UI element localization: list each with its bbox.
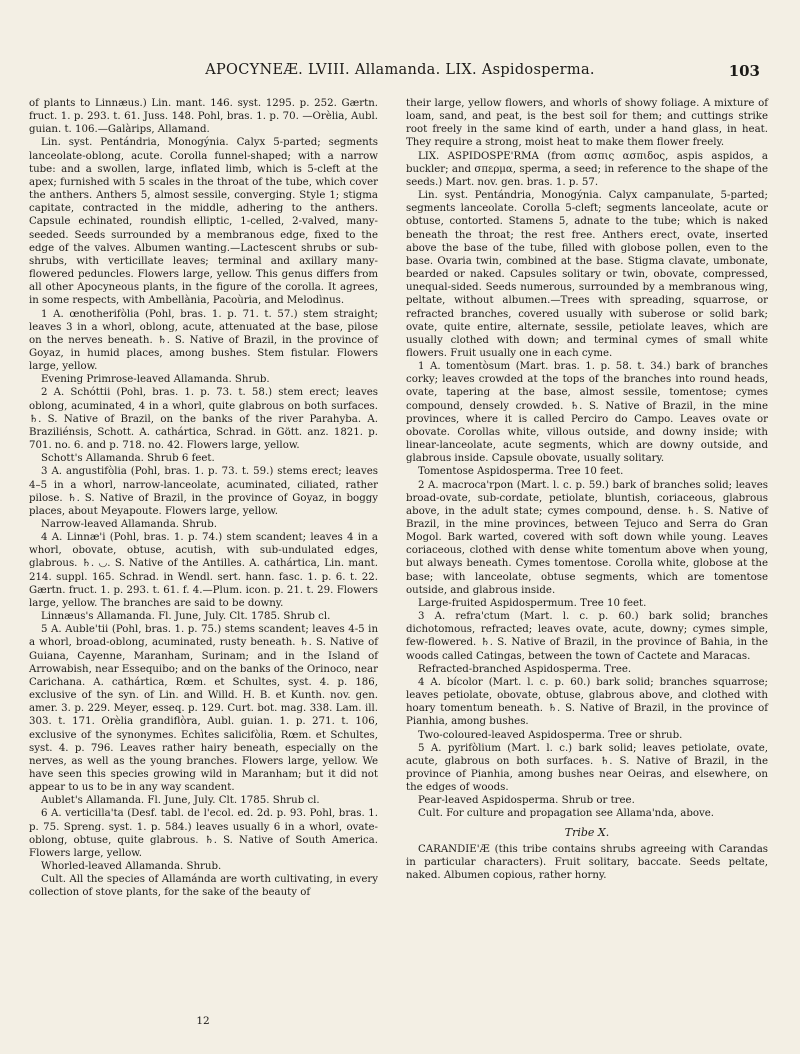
running-head: APOCYNEÆ. LVIII. Allamanda. LIX. Aspidosperma.	[205, 62, 595, 78]
species-entry: 2 A. macroca'rpon (Mart. l. c. p. 59.) bark of branches solid; leaves broad-ovate, sub-cordate, petiolate, bluntish, coriaceous, glabrous above, in the adult state; cymes compound, dense. ♄. S. Native of Brazil, in the mine provinces, between Tejuco and Serra do Gran Mogol. Bark warted, covered with soft down while young. Leaves coriaceous, clothed with dense white tomentum above when young, but always beneath. Cymes tomentose. Corolla white, globose at the base; with lanceolate, obtuse segments, which are tomentose outside, and glabrous inside.	[406, 479, 768, 596]
species-common-name: Refracted-branched Aspidosperma. Tree.	[418, 663, 632, 675]
paragraph-genus-references: of plants to Linnæus.) Lin. mant. 146. syst. 1295. p. 252. Gærtn. fruct. 1. p. 293. t. 61. Juss. 148. Pohl, bras. 1. p. 70. —Orèlia, Aubl. guian. t. 106.—Galàrips, Allamand.	[29, 98, 378, 136]
right-column	[406, 97, 768, 882]
paragraph-genus-description: Lin. syst. Pentándria, Monogýnia. Calyx campanulate, 5-parted; segments lanceolate. Corolla 5-cleft; segments lanceolate, acute or obtuse, contorted. Stamens 5, adnate to the tube; which is naked beneath the throat; the rest free. Anthers erect, ovate, inserted above the base of the tube, filled with globose pollen, even to the base. Ovaria twin, combined at the base. Stigma clavate, umbonate, bearded or naked. Capsules solitary or twin, obovate, compressed, unequal-sided. Seeds numerous, surrounded by a membranous wing, peltate, without albumen.—Trees with spreading, squarrose, or refracted branches, covered usually with suberose or solid bark; ovate, quite entire, alternate, sessile, petiolate leaves, which are usually clothed with down; and terminal cymes of small white flowers. Fruit usually one in each cyme.	[406, 190, 768, 359]
tribe-description: CARANDIE'Æ (this tribe contains shrubs agreeing with Carandas in particular characters). Fruit solitary, baccate. Seeds peltate, naked. Albumen copious, rather horny.	[406, 843, 768, 882]
species-entry: 4 A. bícolor (Mart. l. c. p. 60.) bark solid; branches squarrose; leaves petiolate, obovate, obtuse, glabrous above, and clothed with hoary tomentum beneath. ♄. S. Native of Brazil, in the province of Pianhia, among bushes.	[406, 676, 768, 728]
paragraph-genus-description: Lin. syst. Pentándria, Monogýnia. Calyx 5-parted; segments lanceolate-oblong, acute. Corolla funnel-shaped; with a narrow tube: and a swollen, large, inflated limb, which is 5-cleft at the apex; furnished with 5 scales in the throat of the tube, which cover the anthers. Anthers 5, almost sessile, converging. Style 1; stigma capitate, contracted in the middle, adhering to the anthers. Capsule echinated, roundish elliptic, 1-celled, 2-valved, many-seeded. Seeds surrounded by a membranous edge, fixed to the edge of the valves. Albumen wanting.—Lactescent shrubs or sub-shrubs, with verticillate leaves; terminal and axillary many-flowered peduncles. Flowers large, yellow. This genus differs from all other Apocyneous plants, in the figure of the corolla. It agrees, in some respects, with Ambellània, Pacoùria, and Melodìnus.	[29, 137, 378, 307]
cultivation-note: Cult. For culture and propagation see Allama'nda, above.	[418, 808, 715, 820]
species-common-name: Evening Primrose-leaved Allamanda. Shrub.	[41, 374, 270, 386]
species-common-name: Pear-leaved Aspidosperma. Shrub or tree.	[418, 795, 635, 807]
cultivation-note: Cult. All the species of Allamánda are worth cultivating, in every collection of stove plants, for the sake of the beauty of	[29, 874, 378, 899]
species-common-name: Tomentose Aspidosperma. Tree 10 feet.	[418, 466, 624, 478]
signature-mark: 12	[196, 1015, 210, 1027]
left-column	[29, 97, 378, 900]
species-common-name: Aublet's Allamanda. Fl. June, July. Clt. 1785. Shrub cl.	[41, 795, 320, 807]
species-common-name: Large-fruited Aspidospermum. Tree 10 feet.	[418, 597, 647, 609]
species-entry: 1 A. œnotherifòlia (Pohl, bras. 1. p. 71. t. 57.) stem straight; leaves 3 in a whorl, oblong, acute, attenuated at the base, pilose on the nerves beneath. ♄. S. Native of Brazil, in the province of Goyaz, in humid places, among bushes. Stem fistular. Flowers large, yellow.	[29, 308, 378, 373]
species-entry: 2 A. Schóttii (Pohl, bras. 1. p. 73. t. 58.) stem erect; leaves oblong, acuminated, 4 in a whorl, quite glabrous on both surfaces. ♄. S. Native of Brazil, on the banks of the river Parahyba. A. Braziliénsis, Schott. A. cathártica, Schrad. in Gött. anz. 1821. p. 701. no. 6. and p. 718. no. 42. Flowers large, yellow.	[29, 387, 378, 452]
species-entry: 6 A. verticilla'ta (Desf. tabl. de l'ecol. ed. 2d. p. 93. Pohl, bras. 1. p. 75. Spreng. syst. 1. p. 584.) leaves usually 6 in a whorl, ovate-oblong, obtuse, quite glabrous. ♄. S. Native of South America. Flowers large, yellow.	[29, 808, 378, 859]
genus-heading: LIX. ASPIDOSPE'RMA (from ασπις ασπιδος, aspis aspidos, a buckler; and σπερμα, sperma, a seed; in reference to the shape of the seeds.) Mart. nov. gen. bras. 1. p. 57.	[406, 150, 768, 188]
species-common-name: Linnæus's Allamanda. Fl. June, July. Clt. 1785. Shrub cl.	[41, 611, 331, 623]
species-common-name: Two-coloured-leaved Aspidosperma. Tree or shrub.	[418, 729, 683, 741]
species-entry: 3 A. refra'ctum (Mart. l. c. p. 60.) bark solid; branches dichotomous, refracted; leaves ovate, acute, downy; cymes simple, few-flowered. ♄. S. Native of Brazil, in the province of Bahia, in the woods called Catingas, between the town of Cactete and Maracas.	[406, 611, 768, 662]
cultivation-note-continued: their large, yellow flowers, and whorls of showy foliage. A mixture of loam, sand, and peat, is the best soil for them; and cuttings strike root freely in the same kind of earth, under a hand glass, in heat. They require a strong, moist heat to make them flower freely.	[406, 98, 768, 149]
page-number: 103	[728, 62, 760, 80]
species-entry: 4 A. Linnæ'i (Pohl, bras. 1. p. 74.) stem scandent; leaves 4 in a whorl, obovate, obtuse, acutish, with sub-undulated edges, glabrous. ♄. ◡. S. Native of the Antilles. A. cathártica, Lin. mant. 214. suppl. 165. Schrad. in Wendl. sert. hann. fasc. 1. p. 6. t. 22. Gærtn. fruct. 1. p. 293. t. 61. f. 4.—Plum. icon. p. 21. t. 29. Flowers large, yellow. The branches are said to be downy.	[29, 532, 378, 609]
page-header	[40, 62, 760, 86]
species-entry: 3 A. angustifòlia (Pohl, bras. 1. p. 73. t. 59.) stems erect; leaves 4–5 in a whorl, narrow-lanceolate, acuminated, ciliated, rather pilose. ♄. S. Native of Brazil, in the province of Goyaz, in boggy places, about Meyapoute. Flowers large, yellow.	[29, 466, 378, 517]
species-common-name: Narrow-leaved Allamanda. Shrub.	[41, 519, 217, 530]
species-entry: 1 A. tomentòsum (Mart. bras. 1. p. 58. t. 34.) bark of branches corky; leaves crowded at the tops of the branches into round heads, ovate, tapering at the base, almost sessile, tomentose; cymes compound, densely crowded. ♄. S. Native of Brazil, in the mine provinces, where it is called Perciro do Campo. Leaves ovate or obovate. Corollas white, villous outside, and downy inside; with linear-lanceolate, acute segments, which are downy outside, and glabrous inside. Capsule obovate, usually solitary.	[406, 361, 768, 465]
species-common-name: Schott's Allamanda. Shrub 6 feet.	[41, 453, 215, 465]
tribe-heading: Tribe X.	[564, 825, 610, 839]
species-entry: 5 A. pyrifòlium (Mart. l. c.) bark solid; leaves petiolate, ovate, acute, glabrous on both surfaces. ♄. S. Native of Brazil, in the province of Pianhia, among bushes near Oeiras, and elsewhere, on the edges of woods.	[406, 742, 768, 794]
species-common-name: Whorled-leaved Allamanda. Shrub.	[41, 861, 222, 873]
species-entry: 5 A. Auble'tii (Pohl, bras. 1. p. 75.) stems scandent; leaves 4-5 in a whorl, broad-oblong, acuminated, rusty beneath. ♄. S. Native of Guiana, Cayenne, Maranham, Surinam; and in the Island of Arrowabish, near Essequibo; and on the banks of the Orinoco, near Carichana. A. cathártica, Rœm. et Schultes, syst. 4. p. 186, exclusive of the syn. of Lin. and Willd. H. B. et Kunth. nov. gen. amer. 3. p. 229. Meyer, esseq. p. 129. Curt. bot. mag. 338. Lam. ill. 303. t. 171. Orèlia grandiflòra, Aubl. guian. 1. p. 271. t. 106, exclusive of the synonymes. Echìtes salicifòlia, Rœm. et Schultes, syst. 4. p. 796. Leaves rather hairy beneath, especially on the nerves, as well as the young branches. Flowers large, yellow. We have seen this species growing wild in Maranham; but it did not appear to us to be in any way scandent.	[29, 624, 378, 794]
